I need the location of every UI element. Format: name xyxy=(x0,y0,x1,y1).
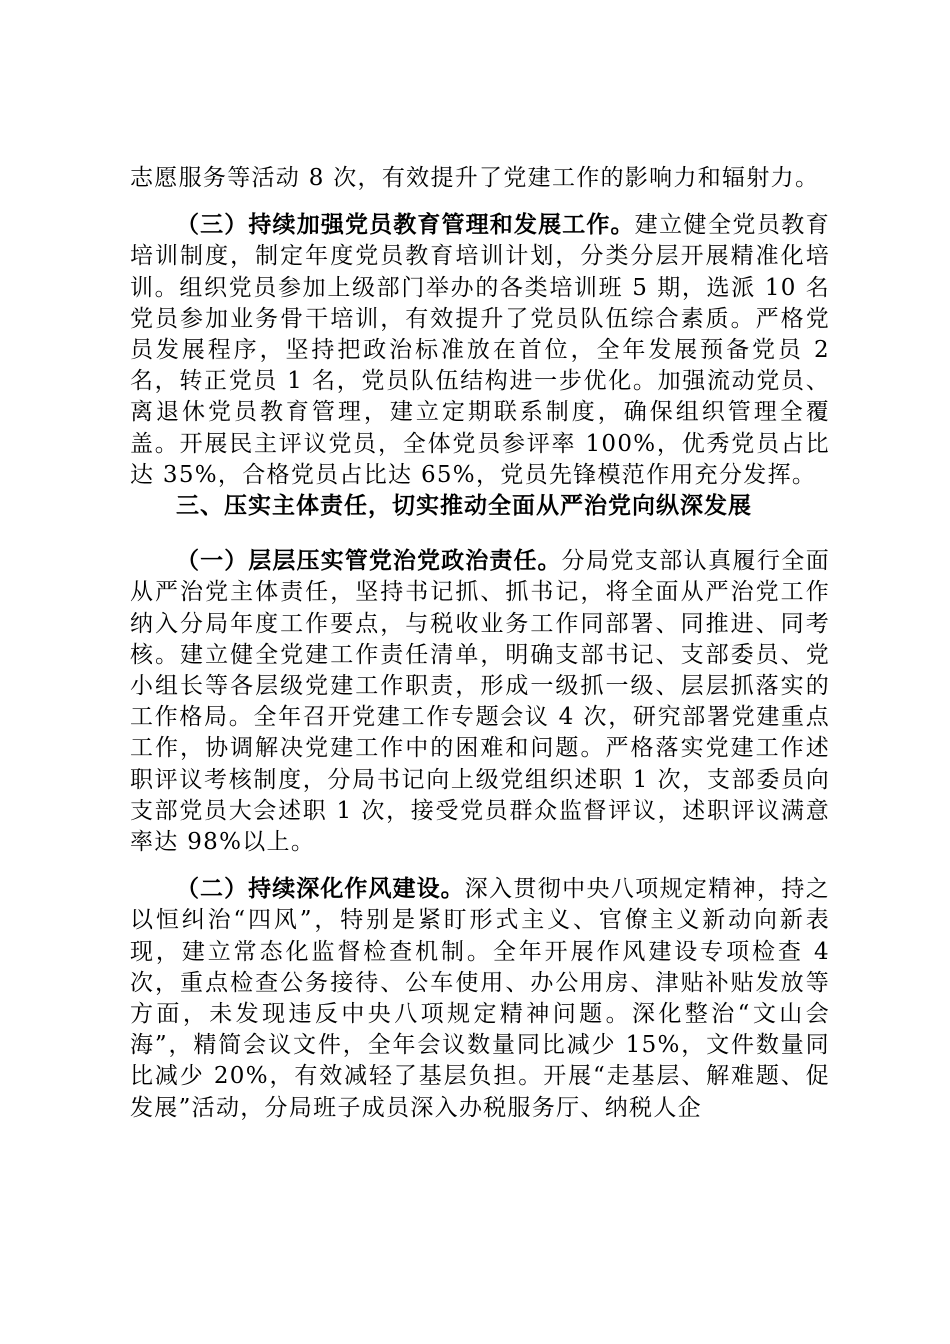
paragraph-political-responsibility xyxy=(130,546,830,858)
paragraph-text: 深入贯彻中央八项规定精神，持之以恒纠治“四风”，特别是紧盯形式主义、官僚主义新动向新表现，建立常态化监督检查机制。全年开展作风建设专项检查 4 次，重点检查公务接待、公车使用、办公用房、津贴补贴发放等方面，未发现违反中央八项规定精神问题。深化整治“文山会海”，精简会议文件，全年会议数量同比减少 15%，文件数量同比减少 20%，有效减轻了基层负担。开展“走基层、解难题、促发展”活动，分局班子成员深入办税服务厅、纳税人企 xyxy=(130,876,831,1121)
paragraph-lead: （一）层层压实管党治党政治责任。 xyxy=(176,548,562,575)
section-heading: 三、压实主体责任，切实推动全面从严治党向纵深发展 xyxy=(176,493,752,520)
paragraph-party-member-education xyxy=(130,210,830,491)
paragraph-text: 志愿服务等活动 8 次，有效提升了党建工作的影响力和辐射力。 xyxy=(130,165,820,191)
paragraph-work-style xyxy=(130,874,830,1124)
paragraph-continuation xyxy=(130,163,830,194)
paragraph-lead: （二）持续深化作风建设。 xyxy=(176,876,465,903)
paragraph-text: 分局党支部认真履行全面从严治党主体责任，坚持书记抓、抓书记，将全面从严治党工作纳入分局年度工作要点，与税收业务工作同部署、同推进、同考核。建立健全党建工作责任清单，明确支部书记、支部委员、党小组长等各层级党建工作职责，形成一级抓一级、层层抓落实的工作格局。全年召开党建工作专题会议 4 次，研究部署党建重点工作，协调解决党建工作中的困难和问题。严格落实党建工作述职评议考核制度，分局书记向上级党组织述职 1 次，支部委员向支部党员大会述职 1 次，接受党员群众监督评议，述职评议满意率达 98%以上。 xyxy=(130,548,830,856)
paragraph-text: 建立健全党员教育培训制度，制定年度党员教育培训计划，分类分层开展精准化培训。组织党员参加上级部门举办的各类培训班 5 期，选派 10 名党员参加业务骨干培训，有效提升了党员队伍综合素质。严格党员发展程序，坚持把政治标准放在首位，全年发展预备党员 2 名，转正党员 1 名，党员队伍结构进一步优化。加强流动党员、离退休党员教育管理，建立定期联系制度，确保组织管理全覆盖。开展民主评议党员，全体党员参评率 100%，优秀党员占比达 35%，合格党员占比达 65%，党员先锋模范作用充分发挥。 xyxy=(130,212,831,488)
document-page xyxy=(130,163,830,1124)
paragraph-lead: （三）持续加强党员教育管理和发展工作。 xyxy=(176,212,635,239)
